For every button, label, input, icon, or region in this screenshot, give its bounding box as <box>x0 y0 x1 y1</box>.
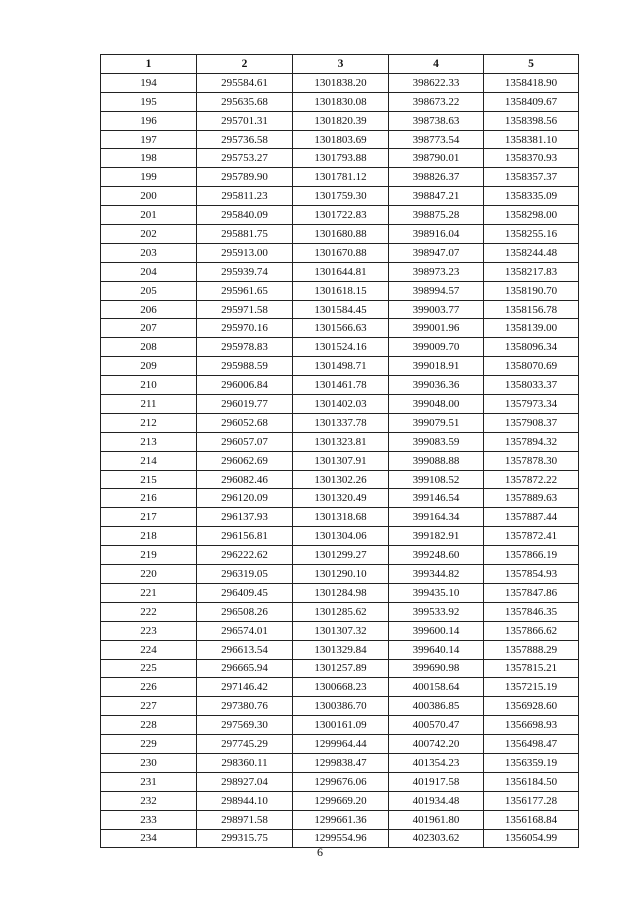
table-row <box>101 772 579 791</box>
table-cell-col-5: 1358409.67 <box>484 92 579 111</box>
table-cell-col-4: 399083.59 <box>389 432 484 451</box>
table-cell-col-3: 1301402.03 <box>293 395 389 414</box>
table-cell-col-5: 1357973.34 <box>484 395 579 414</box>
table-cell-col-5: 1358033.37 <box>484 376 579 395</box>
table-cell-col-4: 399640.14 <box>389 640 484 659</box>
table-cell-col-4: 399003.77 <box>389 300 484 319</box>
table-cell-col-5: 1357878.30 <box>484 451 579 470</box>
table-cell-col-1: 221 <box>101 583 197 602</box>
table-row <box>101 376 579 395</box>
table-cell-col-3: 1301323.81 <box>293 432 389 451</box>
table-cell-col-1: 220 <box>101 565 197 584</box>
table-cell-col-2: 296156.81 <box>197 527 293 546</box>
table-cell-col-1: 207 <box>101 319 197 338</box>
table-cell-col-4: 399048.00 <box>389 395 484 414</box>
table-row <box>101 527 579 546</box>
table-cell-col-2: 297146.42 <box>197 678 293 697</box>
table-cell-col-4: 398973.23 <box>389 262 484 281</box>
table-cell-col-5: 1357866.62 <box>484 621 579 640</box>
table-cell-col-1: 200 <box>101 187 197 206</box>
table-cell-col-2: 296062.69 <box>197 451 293 470</box>
table-cell-col-2: 295789.90 <box>197 168 293 187</box>
table-cell-col-2: 296508.26 <box>197 602 293 621</box>
table-cell-col-1: 225 <box>101 659 197 678</box>
table-cell-col-2: 296052.68 <box>197 413 293 432</box>
table-cell-col-1: 198 <box>101 149 197 168</box>
table-cell-col-5: 1358357.37 <box>484 168 579 187</box>
table-cell-col-2: 295988.59 <box>197 357 293 376</box>
table-cell-col-3: 1300161.09 <box>293 716 389 735</box>
table-cell-col-2: 295971.58 <box>197 300 293 319</box>
table-cell-col-2: 295584.61 <box>197 73 293 92</box>
table-cell-col-1: 223 <box>101 621 197 640</box>
table-cell-col-1: 209 <box>101 357 197 376</box>
table-cell-col-3: 1301318.68 <box>293 508 389 527</box>
table-cell-col-1: 219 <box>101 546 197 565</box>
table-row <box>101 243 579 262</box>
table-cell-col-4: 399164.34 <box>389 508 484 527</box>
table-cell-col-1: 233 <box>101 810 197 829</box>
table-row <box>101 168 579 187</box>
column-header-3: 3 <box>293 55 389 74</box>
table-cell-col-4: 400386.85 <box>389 697 484 716</box>
table-cell-col-1: 213 <box>101 432 197 451</box>
table-row <box>101 753 579 772</box>
table-row <box>101 206 579 225</box>
table-cell-col-4: 398994.57 <box>389 281 484 300</box>
column-header-1: 1 <box>101 55 197 74</box>
table-cell-col-3: 1301781.12 <box>293 168 389 187</box>
table-row <box>101 583 579 602</box>
table-row <box>101 92 579 111</box>
table-cell-col-3: 1299554.96 <box>293 829 389 848</box>
table-cell-col-4: 399533.92 <box>389 602 484 621</box>
table-cell-col-5: 1358217.83 <box>484 262 579 281</box>
table-cell-col-2: 298360.11 <box>197 753 293 772</box>
table-cell-col-1: 206 <box>101 300 197 319</box>
table-cell-col-1: 208 <box>101 338 197 357</box>
table-cell-col-1: 202 <box>101 225 197 244</box>
table-row <box>101 262 579 281</box>
table-cell-col-3: 1301793.88 <box>293 149 389 168</box>
table-cell-col-4: 399018.91 <box>389 357 484 376</box>
table-cell-col-1: 205 <box>101 281 197 300</box>
table-cell-col-3: 1301284.98 <box>293 583 389 602</box>
table-header-row <box>101 55 579 74</box>
table-row <box>101 432 579 451</box>
table-cell-col-1: 234 <box>101 829 197 848</box>
table-cell-col-1: 222 <box>101 602 197 621</box>
table-cell-col-5: 1357894.32 <box>484 432 579 451</box>
table-cell-col-3: 1299661.36 <box>293 810 389 829</box>
table-cell-col-1: 230 <box>101 753 197 772</box>
table-row <box>101 451 579 470</box>
table-cell-col-4: 398738.63 <box>389 111 484 130</box>
table-cell-col-1: 224 <box>101 640 197 659</box>
table-cell-col-5: 1358370.93 <box>484 149 579 168</box>
table-cell-col-3: 1301584.45 <box>293 300 389 319</box>
table-cell-col-4: 399146.54 <box>389 489 484 508</box>
table-cell-col-1: 195 <box>101 92 197 111</box>
table-cell-col-2: 295701.31 <box>197 111 293 130</box>
table-cell-col-3: 1301307.32 <box>293 621 389 640</box>
table-row <box>101 565 579 584</box>
table-cell-col-5: 1357866.19 <box>484 546 579 565</box>
table-cell-col-5: 1358139.00 <box>484 319 579 338</box>
table-cell-col-3: 1300386.70 <box>293 697 389 716</box>
table-row <box>101 73 579 92</box>
table-cell-col-3: 1301285.62 <box>293 602 389 621</box>
table-cell-col-3: 1301320.49 <box>293 489 389 508</box>
table-row <box>101 716 579 735</box>
table-cell-col-5: 1356928.60 <box>484 697 579 716</box>
table-cell-col-2: 296057.07 <box>197 432 293 451</box>
table-cell-col-1: 231 <box>101 772 197 791</box>
table-cell-col-3: 1301838.20 <box>293 73 389 92</box>
table-cell-col-3: 1299838.47 <box>293 753 389 772</box>
table-cell-col-4: 398826.37 <box>389 168 484 187</box>
table-cell-col-5: 1356698.93 <box>484 716 579 735</box>
table-cell-col-4: 400158.64 <box>389 678 484 697</box>
table-cell-col-5: 1358255.16 <box>484 225 579 244</box>
table-cell-col-2: 296613.54 <box>197 640 293 659</box>
table-cell-col-5: 1357854.93 <box>484 565 579 584</box>
table-cell-col-4: 399182.91 <box>389 527 484 546</box>
coordinates-table-wrapper <box>100 54 578 848</box>
table-cell-col-1: 194 <box>101 73 197 92</box>
table-cell-col-5: 1358070.69 <box>484 357 579 376</box>
table-cell-col-4: 399001.96 <box>389 319 484 338</box>
table-cell-col-5: 1358156.78 <box>484 300 579 319</box>
table-cell-col-2: 296319.05 <box>197 565 293 584</box>
table-cell-col-2: 296120.09 <box>197 489 293 508</box>
table-row <box>101 489 579 508</box>
table-row <box>101 187 579 206</box>
table-cell-col-3: 1300668.23 <box>293 678 389 697</box>
table-cell-col-2: 296665.94 <box>197 659 293 678</box>
table-cell-col-4: 398673.22 <box>389 92 484 111</box>
table-cell-col-2: 296222.62 <box>197 546 293 565</box>
table-cell-col-2: 295840.09 <box>197 206 293 225</box>
coordinates-table <box>100 54 579 848</box>
table-cell-col-5: 1356359.19 <box>484 753 579 772</box>
table-cell-col-3: 1301722.83 <box>293 206 389 225</box>
table-cell-col-5: 1358096.34 <box>484 338 579 357</box>
table-cell-col-1: 211 <box>101 395 197 414</box>
table-cell-col-5: 1357846.35 <box>484 602 579 621</box>
table-cell-col-1: 228 <box>101 716 197 735</box>
table-row <box>101 300 579 319</box>
table-cell-col-4: 399009.70 <box>389 338 484 357</box>
table-row <box>101 281 579 300</box>
table-cell-col-4: 399079.51 <box>389 413 484 432</box>
table-cell-col-2: 295635.68 <box>197 92 293 111</box>
table-cell-col-4: 399036.36 <box>389 376 484 395</box>
table-cell-col-5: 1358190.70 <box>484 281 579 300</box>
table-cell-col-3: 1301337.78 <box>293 413 389 432</box>
table-row <box>101 130 579 149</box>
table-row <box>101 225 579 244</box>
table-cell-col-4: 399108.52 <box>389 470 484 489</box>
table-cell-col-1: 214 <box>101 451 197 470</box>
table-row <box>101 319 579 338</box>
table-cell-col-3: 1299964.44 <box>293 735 389 754</box>
table-cell-col-5: 1358398.56 <box>484 111 579 130</box>
table-cell-col-3: 1301680.88 <box>293 225 389 244</box>
table-cell-col-4: 402303.62 <box>389 829 484 848</box>
table-cell-col-5: 1356498.47 <box>484 735 579 754</box>
table-body <box>101 73 579 848</box>
table-cell-col-1: 227 <box>101 697 197 716</box>
table-row <box>101 678 579 697</box>
table-cell-col-2: 296019.77 <box>197 395 293 414</box>
table-cell-col-1: 197 <box>101 130 197 149</box>
table-cell-col-3: 1301820.39 <box>293 111 389 130</box>
table-cell-col-4: 399344.82 <box>389 565 484 584</box>
table-row <box>101 413 579 432</box>
table-cell-col-4: 398773.54 <box>389 130 484 149</box>
table-cell-col-3: 1301566.63 <box>293 319 389 338</box>
table-cell-col-1: 210 <box>101 376 197 395</box>
table-cell-col-2: 296137.93 <box>197 508 293 527</box>
table-cell-col-3: 1301329.84 <box>293 640 389 659</box>
table-row <box>101 149 579 168</box>
table-cell-col-3: 1301461.78 <box>293 376 389 395</box>
column-header-4: 4 <box>389 55 484 74</box>
table-cell-col-1: 215 <box>101 470 197 489</box>
table-row <box>101 640 579 659</box>
table-row <box>101 735 579 754</box>
table-row <box>101 546 579 565</box>
table-cell-col-5: 1357215.19 <box>484 678 579 697</box>
table-cell-col-1: 196 <box>101 111 197 130</box>
table-cell-col-5: 1357887.44 <box>484 508 579 527</box>
table-cell-col-5: 1357889.63 <box>484 489 579 508</box>
table-cell-col-2: 295939.74 <box>197 262 293 281</box>
table-cell-col-1: 199 <box>101 168 197 187</box>
table-row <box>101 602 579 621</box>
table-cell-col-2: 296082.46 <box>197 470 293 489</box>
table-cell-col-4: 398916.04 <box>389 225 484 244</box>
table-cell-col-4: 399690.98 <box>389 659 484 678</box>
table-cell-col-5: 1356177.28 <box>484 791 579 810</box>
table-cell-col-2: 298971.58 <box>197 810 293 829</box>
table-cell-col-5: 1357815.21 <box>484 659 579 678</box>
table-cell-col-2: 295811.23 <box>197 187 293 206</box>
table-cell-col-5: 1356184.50 <box>484 772 579 791</box>
table-cell-col-1: 201 <box>101 206 197 225</box>
table-cell-col-5: 1357872.22 <box>484 470 579 489</box>
table-cell-col-4: 398847.21 <box>389 187 484 206</box>
table-cell-col-5: 1357847.86 <box>484 583 579 602</box>
table-cell-col-2: 295961.65 <box>197 281 293 300</box>
table-cell-col-1: 204 <box>101 262 197 281</box>
table-cell-col-3: 1301257.89 <box>293 659 389 678</box>
table-cell-col-3: 1301644.81 <box>293 262 389 281</box>
table-cell-col-5: 1358244.48 <box>484 243 579 262</box>
table-cell-col-1: 218 <box>101 527 197 546</box>
table-cell-col-5: 1356054.99 <box>484 829 579 848</box>
column-header-2: 2 <box>197 55 293 74</box>
table-row <box>101 659 579 678</box>
column-header-5: 5 <box>484 55 579 74</box>
table-cell-col-4: 398875.28 <box>389 206 484 225</box>
table-row <box>101 621 579 640</box>
table-cell-col-3: 1301498.71 <box>293 357 389 376</box>
table-cell-col-5: 1358335.09 <box>484 187 579 206</box>
table-cell-col-3: 1299676.06 <box>293 772 389 791</box>
table-cell-col-2: 299315.75 <box>197 829 293 848</box>
table-cell-col-5: 1357872.41 <box>484 527 579 546</box>
table-cell-col-1: 216 <box>101 489 197 508</box>
table-cell-col-4: 398790.01 <box>389 149 484 168</box>
table-row <box>101 470 579 489</box>
table-cell-col-3: 1301830.08 <box>293 92 389 111</box>
table-cell-col-2: 295881.75 <box>197 225 293 244</box>
table-cell-col-4: 399600.14 <box>389 621 484 640</box>
table-cell-col-2: 298927.04 <box>197 772 293 791</box>
table-cell-col-4: 398622.33 <box>389 73 484 92</box>
table-cell-col-2: 298944.10 <box>197 791 293 810</box>
table-cell-col-2: 295970.16 <box>197 319 293 338</box>
table-row <box>101 697 579 716</box>
table-row <box>101 357 579 376</box>
table-cell-col-2: 295978.83 <box>197 338 293 357</box>
table-cell-col-2: 297745.29 <box>197 735 293 754</box>
table-cell-col-3: 1301524.16 <box>293 338 389 357</box>
table-cell-col-3: 1301304.06 <box>293 527 389 546</box>
table-cell-col-1: 226 <box>101 678 197 697</box>
table-cell-col-5: 1358381.10 <box>484 130 579 149</box>
table-row <box>101 395 579 414</box>
table-row <box>101 791 579 810</box>
table-cell-col-3: 1301670.88 <box>293 243 389 262</box>
table-cell-col-3: 1301299.27 <box>293 546 389 565</box>
table-cell-col-2: 296006.84 <box>197 376 293 395</box>
table-cell-col-2: 295736.58 <box>197 130 293 149</box>
table-cell-col-4: 401917.58 <box>389 772 484 791</box>
table-row <box>101 508 579 527</box>
table-row <box>101 111 579 130</box>
table-cell-col-5: 1358418.90 <box>484 73 579 92</box>
table-cell-col-2: 297380.76 <box>197 697 293 716</box>
table-cell-col-4: 401961.80 <box>389 810 484 829</box>
table-cell-col-4: 400570.47 <box>389 716 484 735</box>
page-number: 6 <box>317 845 323 859</box>
table-cell-col-3: 1301290.10 <box>293 565 389 584</box>
table-cell-col-5: 1357908.37 <box>484 413 579 432</box>
table-row <box>101 810 579 829</box>
table-cell-col-2: 295913.00 <box>197 243 293 262</box>
table-cell-col-2: 295753.27 <box>197 149 293 168</box>
table-cell-col-1: 232 <box>101 791 197 810</box>
table-cell-col-4: 399088.88 <box>389 451 484 470</box>
table-cell-col-1: 217 <box>101 508 197 527</box>
table-cell-col-4: 399248.60 <box>389 546 484 565</box>
table-cell-col-3: 1301759.30 <box>293 187 389 206</box>
table-cell-col-3: 1301307.91 <box>293 451 389 470</box>
table-cell-col-3: 1301618.15 <box>293 281 389 300</box>
table-cell-col-4: 400742.20 <box>389 735 484 754</box>
table-cell-col-2: 296574.01 <box>197 621 293 640</box>
table-cell-col-2: 297569.30 <box>197 716 293 735</box>
table-cell-col-1: 229 <box>101 735 197 754</box>
table-cell-col-3: 1301803.69 <box>293 130 389 149</box>
table-cell-col-1: 212 <box>101 413 197 432</box>
table-cell-col-5: 1358298.00 <box>484 206 579 225</box>
table-cell-col-4: 401934.48 <box>389 791 484 810</box>
table-cell-col-4: 401354.23 <box>389 753 484 772</box>
table-cell-col-3: 1299669.20 <box>293 791 389 810</box>
table-cell-col-1: 203 <box>101 243 197 262</box>
table-cell-col-4: 398947.07 <box>389 243 484 262</box>
table-cell-col-4: 399435.10 <box>389 583 484 602</box>
table-cell-col-2: 296409.45 <box>197 583 293 602</box>
table-cell-col-5: 1356168.84 <box>484 810 579 829</box>
table-cell-col-5: 1357888.29 <box>484 640 579 659</box>
table-row <box>101 338 579 357</box>
table-cell-col-3: 1301302.26 <box>293 470 389 489</box>
